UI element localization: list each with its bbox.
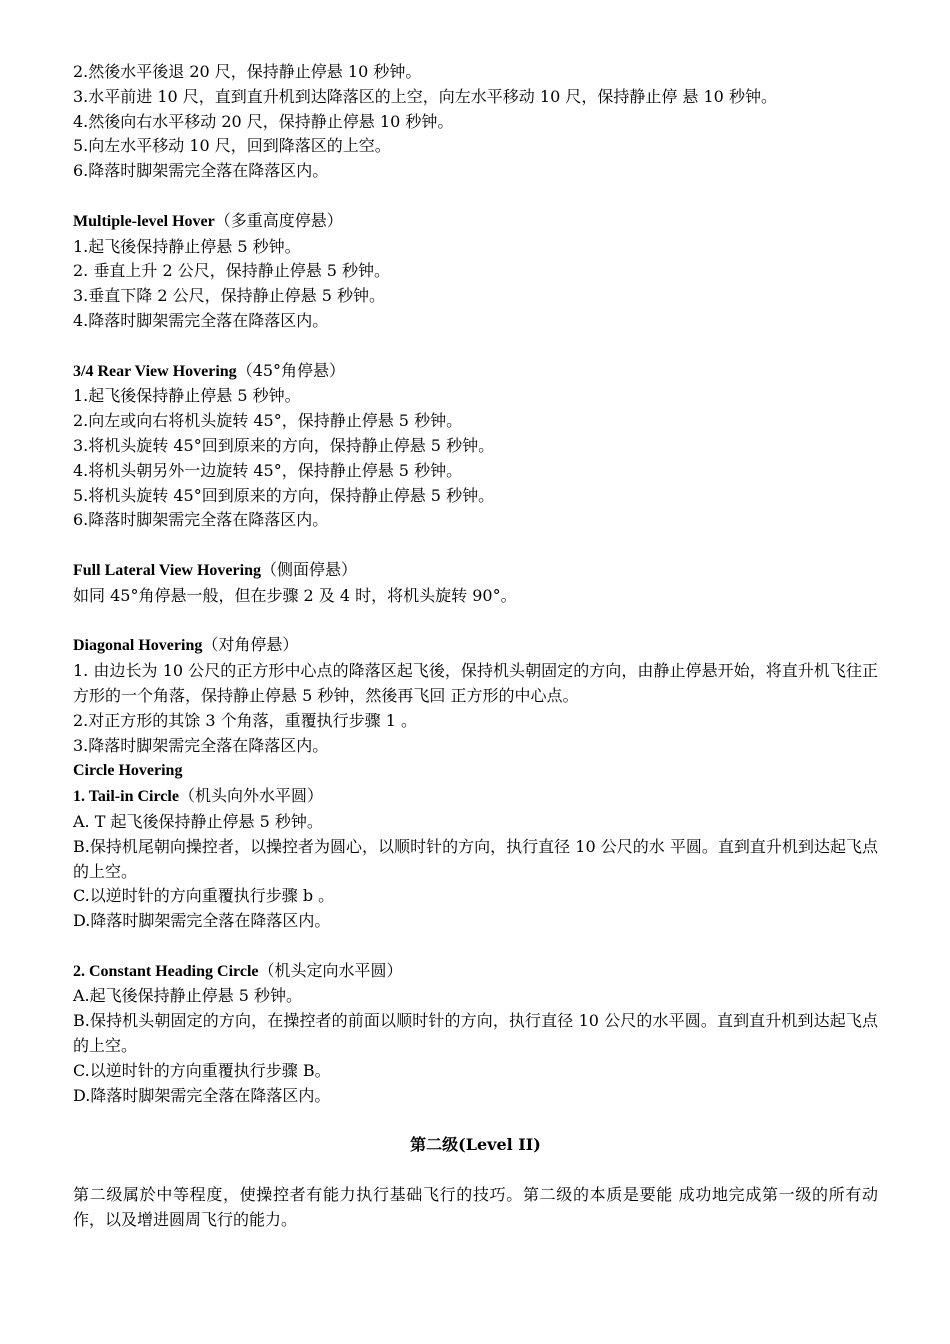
heading-en: Diagonal Hovering [73,637,203,655]
list-item: 2.然後水平後退 20 尺，保持静止停悬 10 秒钟。 [73,62,422,81]
spacer [73,1158,878,1183]
paragraph: 如同 45°角停悬一般，但在步骤 2 及 4 时，将机头旋转 90°。 [73,585,517,605]
list-item: 5.向左水平移动 10 尺，回到降落区的上空。 [73,136,391,156]
list-item: 1.起飞後保持静止停悬 5 秒钟。 [73,236,301,256]
list-item: 1. 由边长为 10 公尺的正方形中心点的降落区起飞後，保持机头朝固定的方向，由静止停悬开始，将直升机飞往正方形的一个角落，保持静止停悬 5 秒钟，然後再飞回 正方形的中心点。 [73,661,878,705]
heading-en: 2. Constant Heading Circle [73,962,259,980]
spacer [73,334,878,359]
list-item: 3.将机头旋转 45°回到原来的方向，保持静止停悬 5 秒钟。 [73,435,495,455]
level-title: 第二级(Level II) [410,1135,541,1155]
heading-en: Multiple-level Hover [73,212,215,230]
intro-steps [73,60,878,184]
spacer [73,533,878,558]
list-item: B.保持机头朝固定的方向，在操控者的前面以顺时针的方向，执行直径 10 公尺的水平圆。直到直升机到达起飞点的上空。 [73,1011,878,1056]
heading-cn: （对角停悬） [202,635,299,655]
list-item: D.降落时脚架需完全落在降落区内。 [73,911,331,931]
section-heading [73,359,878,385]
subsection-tail-in [73,784,878,934]
list-item: 2.对正方形的其馀 3 个角落，重覆执行步骤 1 。 [73,710,417,730]
heading-en: 3/4 Rear View Hovering [73,362,237,380]
list-item: 2. 垂直上升 2 公尺，保持静止停悬 5 秒钟。 [73,261,391,281]
heading-cn: （机头定向水平圆） [258,960,403,980]
section-heading [73,558,878,584]
spacer [73,184,878,209]
list-item: 6.降落时脚架需完全落在降落区内。 [73,161,329,181]
heading-cn: （侧面停悬） [260,559,357,579]
list-item: 3.水平前进 10 尺，直到直升机到达降落区的上空，向左水平移动 10 尺，保持静止停 悬 10 秒钟。 [73,86,777,106]
document-body [73,60,878,1232]
list-item: 3.降落时脚架需完全落在降落区内。 [73,735,329,755]
section-circle [73,758,878,1108]
list-item: C.以逆时针的方向重覆执行步骤 b 。 [73,886,335,906]
spacer [73,934,878,959]
heading-cn: （机头向外水平圆） [178,786,323,806]
heading-en: 1. Tail-in Circle [73,788,179,806]
list-item: D.降落时脚架需完全落在降落区内。 [73,1085,331,1105]
section-multiple-level [73,209,878,334]
list-item: C.以逆时针的方向重覆执行步骤 B。 [73,1060,331,1080]
paragraph: 第二级属於中等程度，使操控者有能力执行基础飞行的技巧。第二级的本质是要能 成功地完成第一级的所有动作，以及增进圆周飞行的能力。 [73,1184,878,1229]
section-heading [73,209,878,235]
subsection-heading [73,959,878,985]
list-item: 2.向左或向右将机头旋转 45°，保持静止停悬 5 秒钟。 [73,411,463,431]
heading-en: Circle Hovering [73,762,183,780]
subsection-constant-heading [73,959,878,1109]
list-item: A. T 起飞後保持静止停悬 5 秒钟。 [73,811,323,831]
section-diagonal [73,633,878,758]
section-rear-view [73,359,878,534]
list-item: 4.将机头朝另外一边旋转 45°，保持静止停悬 5 秒钟。 [73,460,463,480]
list-item: 4.然後向右水平移动 20 尺，保持静止停悬 10 秒钟。 [73,111,454,131]
section-level-2 [73,1133,878,1232]
list-item: A.起飞後保持静止停悬 5 秒钟。 [73,986,302,1006]
list-item: 6.降落时脚架需完全落在降落区内。 [73,510,329,530]
list-item: 1.起飞後保持静止停悬 5 秒钟。 [73,386,301,406]
heading-en: Full Lateral View Hovering [73,561,261,579]
spacer [73,609,878,634]
list-item: 3.垂直下降 2 公尺，保持静止停悬 5 秒钟。 [73,286,385,306]
list-item: 4.降落时脚架需完全落在降落区内。 [73,310,329,330]
spacer [73,1108,878,1133]
list-item: B.保持机尾朝向操控者，以操控者为圆心，以顺时针的方向，执行直径 10 公尺的水 平圆。直到直升机到达起飞点的上空。 [73,836,878,881]
list-item: 5.将机头旋转 45°回到原来的方向，保持静止停悬 5 秒钟。 [73,485,495,505]
section-heading [73,633,878,659]
section-lateral-view [73,558,878,609]
heading-cn: （多重高度停悬） [214,210,343,230]
heading-cn: （45°角停悬） [236,360,346,380]
subsection-heading [73,784,878,810]
section-heading [73,758,878,784]
